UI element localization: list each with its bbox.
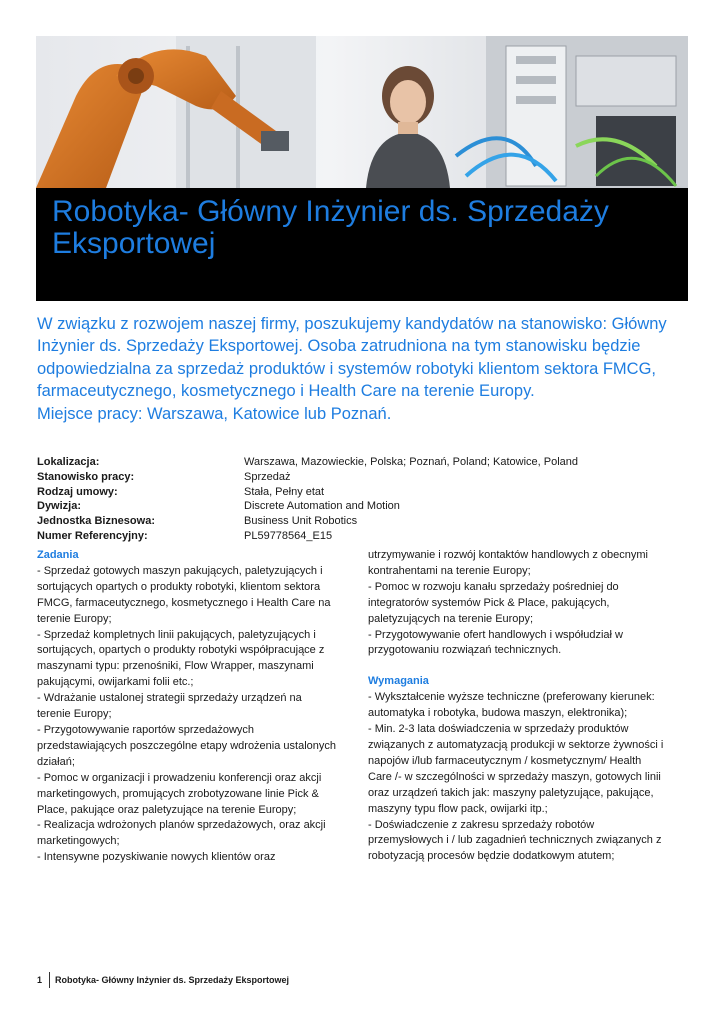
detail-label: Rodzaj umowy: xyxy=(37,485,118,498)
intro-section xyxy=(37,313,677,425)
left-column xyxy=(37,548,337,866)
detail-value: PL59778564_E15 xyxy=(244,529,333,542)
detail-row xyxy=(37,470,677,485)
detail-row xyxy=(37,529,677,544)
detail-row xyxy=(37,499,677,514)
detail-value: Warszawa, Mazowieckie, Polska; Poznań, Poland; Katowice, Poland xyxy=(244,456,579,468)
detail-label: Lokalizacja: xyxy=(37,456,100,468)
detail-label: Stanowisko pracy: xyxy=(37,470,135,483)
requirements-text: - Wykształcenie wyższe techniczne (preferowany kierunek: automatyka i robotyka, budowa maszyn, elektronika); - Min. 2-3 lata doświadczenia w sprzedaży produktów związanych z automatyzacją produkcji w sektorze żywności i napojów i/lub farmaceutycznym / kosmetycznym/ Health Care /- w szczególności w sprzedaży maszyn, gotowych linii oraz urządzeń takich jak: maszyny paletyzujące, pakujące, maszyny typu flow pack, owijarki itp.; - Doświadczenie z zakresu sprzedaży robotów przemysłowych i / lub zagadnień technicznych związanych z robotyzacją procesów będzie dodatkowym atutem; xyxy=(368,691,664,863)
detail-value: Business Unit Robotics xyxy=(244,515,358,528)
intro-paragraph: W związku z rozwojem naszej firmy, poszukujemy kandydatów na stanowisko: Główny Inżynier ds. Sprzedaży Eksportowej. Osoba zatrudniona na tym stanowisku będzie odpowiedzialna za sprzedaż produktów i systemów robotyki klientom sektora FMCG, farmaceutycznego, kosmetycznego i Health Care na terenie Europy. xyxy=(37,315,667,401)
footer-divider xyxy=(49,972,50,988)
detail-row xyxy=(37,455,677,470)
page-title: Robotyka- Główny Inżynier ds. Sprzedaży Eksportowej xyxy=(52,195,609,260)
hero-photo xyxy=(36,36,688,188)
job-details-table xyxy=(37,455,677,544)
page-number: 1 xyxy=(37,975,43,985)
detail-label: Numer Referencyjny: xyxy=(37,529,148,542)
title-band xyxy=(36,188,688,301)
tasks-heading: Zadania xyxy=(37,549,79,561)
detail-value: Stała, Pełny etat xyxy=(244,485,325,498)
right-column xyxy=(368,548,668,865)
footer-title: Robotyka- Główny Inżynier ds. Sprzedaży Eksportowej xyxy=(55,975,290,985)
requirements-heading: Wymagania xyxy=(368,675,429,688)
detail-row xyxy=(37,485,677,500)
detail-row xyxy=(37,514,677,529)
person-face xyxy=(390,80,426,124)
detail-label: Dywizja: xyxy=(37,500,82,513)
detail-label: Jednostka Biznesowa: xyxy=(37,515,155,528)
hero-illustration xyxy=(36,36,688,188)
detail-value: Sprzedaż xyxy=(244,470,291,483)
intro-location: Miejsce pracy: Warszawa, Katowice lub Poznań. xyxy=(37,404,392,423)
tasks-text-continued: utrzymywanie i rozwój kontaktów handlowych z obecnymi kontrahentami na terenie Europy; - Pomoc w rozwoju kanału sprzedaży pośredniej do integratorów systemów Pick & Place, pakujących, paletyzujących na terenie Europy; - Przygotowywanie ofert handlowych i współudział w przygotowaniu rozwiązań technicznych. xyxy=(368,549,649,657)
detail-value: Discrete Automation and Motion xyxy=(244,500,400,513)
tasks-text: - Sprzedaż gotowych maszyn pakujących, paletyzujących i sortujących opartych o produkty robotyki, klientom sektora FMCG, farmaceutycznego, kosmetycznego i Health Care na terenie Europy; - Sprzedaż kompletnych linii pakujących, paletyzujących i sortujących, opartych o produkty robotyki współpracujące z maszynami typu: przenośniki, Flow Wrapper, maszynami pakującymi, owijarkami folii etc.; - Wdrażanie ustalonej strategii sprzedaży urządzeń na terenie Europy; - Przygotowywanie raportów sprzedażowych przedstawiających poszczególne etapy wdrożenia ustalonych działań; - Pomoc w organizacji i prowadzeniu konferencji oraz akcji marketingowych, promujących zrobotyzowane linie Pick & Place, pakujące oraz paletyzujące na terenie Europy; - Realizacja wdrożonych planów sprzedażowych, oraz akcji marketingowych; - Intensywne pozyskiwanie nowych klientów oraz xyxy=(37,564,337,864)
page-footer xyxy=(37,972,289,988)
